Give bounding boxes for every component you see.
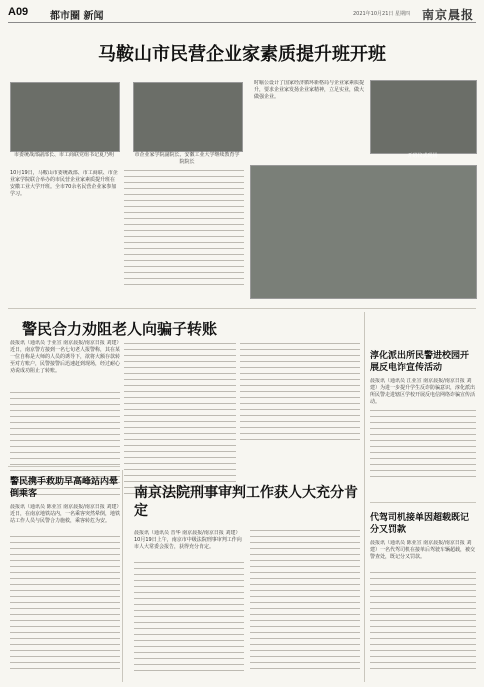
photo-speaker bbox=[10, 82, 120, 152]
caption-mid: 市企业家学院副院长、安徽工业大学继续教育学院院长 bbox=[134, 152, 240, 165]
page-number: A09 bbox=[8, 6, 29, 18]
headline-story2: 警民合力劝阻老人向骗子转账 bbox=[22, 320, 218, 338]
story1-body: 10月19日，马鞍山市委统战部、市工商联、市企业家学院联合举办的市民营企业家素质提升班在安徽工业大学开班。全市70余名民营企业家参加学习。 bbox=[10, 170, 118, 197]
issue-date: 2021年10月21日 星期四 bbox=[352, 11, 410, 17]
headline-story6: 代驾司机接单因超载既记分又罚款 bbox=[370, 513, 470, 535]
newspaper-logo: 南京晨报 bbox=[421, 8, 474, 22]
headline-story5: 南京法院刑事审判工作获人大充分肯定 bbox=[134, 485, 358, 519]
page-header bbox=[8, 6, 476, 23]
story3-body: 晨报讯（通讯员 江业宣 南京晨报/南京日报 刘建）为进一步提升学生反诈防骗意识，淳化派出所民警走进辖区学校开展反电信网络诈骗宣传活动。 bbox=[370, 378, 476, 405]
story6-body: 晨报讯（通讯员 陈业宣 南京晨报/南京日报 刘建）一名代驾司机在接单后驾驶车辆超载，被交警查处，既记分又罚款。 bbox=[370, 540, 476, 560]
story5-body: 晨报讯（通讯员 晋华 南京晨报/南京日报 刘建）10月19日上午，南京市中级法院刑事审判工作向市人大常委会报告，获得充分肯定。 bbox=[134, 530, 242, 550]
headline-story1: 马鞍山市民营企业家素质提升班开班 bbox=[98, 44, 386, 65]
photo-opening bbox=[370, 80, 477, 154]
caption-right: 开班仪式现场 bbox=[407, 153, 438, 159]
group-photo bbox=[250, 165, 477, 299]
headline-story3: 淳化派出所民警进校园开展反电诈宣传活动 bbox=[370, 351, 470, 373]
section-title: 都市圈 新闻 bbox=[50, 11, 104, 22]
story4-body: 晨报讯（通讯员 陈业宣 南京晨报/南京日报 刘建）近日，在南京地铁站内，一名乘客突然晕倒，地铁站工作人员与民警合力施救，乘客转危为安。 bbox=[10, 504, 120, 524]
photo-speaker-2 bbox=[133, 82, 243, 152]
story2-body: 晨报讯（通讯员 于业宣 南京晨报/南京日报 刘建）近日，南京警方接到一名七旬老人报警称，其在某一位自称是大师的人员的诱导下，欲将大额存款转至对方账户，民警接警后迅速赶到现场，经过耐心劝说成功阻止了转账。 bbox=[10, 340, 120, 374]
headline-story4: 警民携手救助早高峰站内晕倒乘客 bbox=[10, 477, 119, 499]
story1-lead: 时喻公设计了国家经济循环新格局与企业家素质提升，要求企业家发扬企业家精神，立足实业，做大做强企业。 bbox=[254, 80, 364, 100]
caption-left: 市委统战部副部长、市工商联党组书记夏乃明 bbox=[13, 152, 114, 158]
